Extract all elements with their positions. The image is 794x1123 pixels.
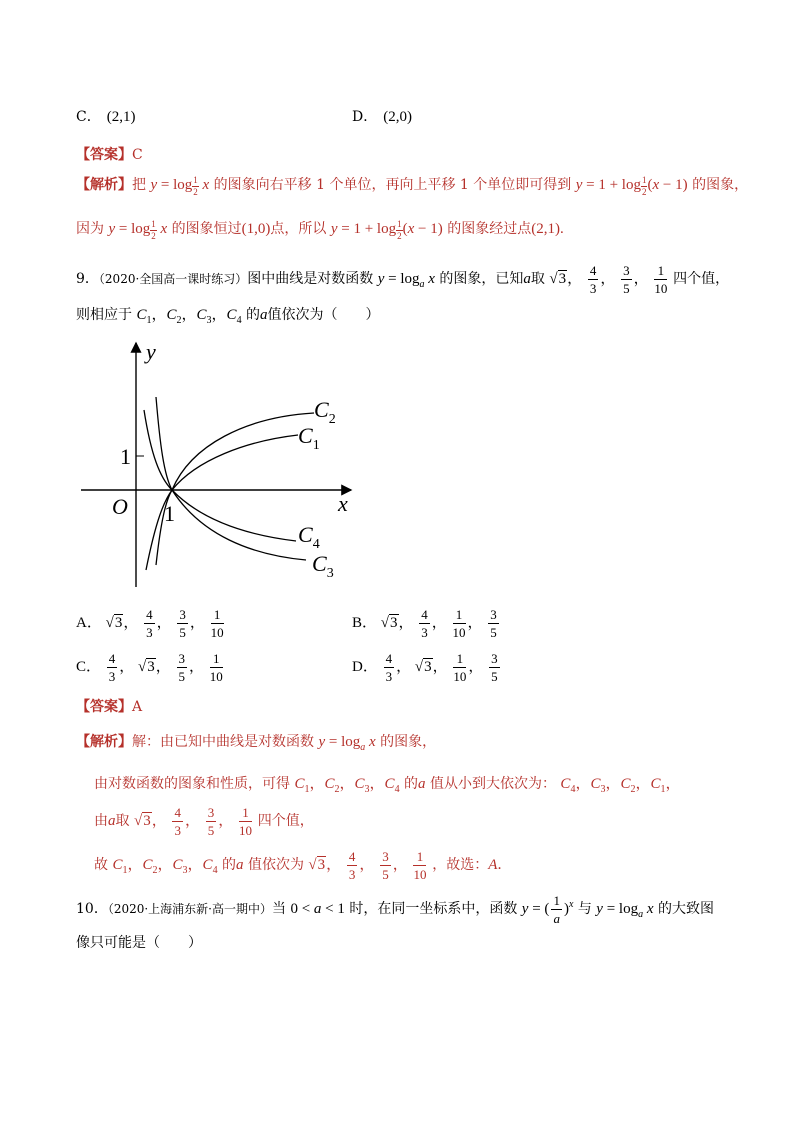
q10-stem-line1: 10．（2020·上海浦东新·高一期中）当 0 < a < 1 时，在同一坐标系中，函数 y = ( $\frac{1}{a}$ )$^x$ 与 $y = \log_a x$ 的大致图 xyxy=(76,893,714,926)
curve-label-c2: $C_2$ xyxy=(314,397,336,427)
option-a: A． √3， $\frac{4}{3}$ ， $\frac{3}{5}$ ， $\frac{1}{10}$ xyxy=(76,607,224,640)
curve-label-c3: $C_3$ xyxy=(312,551,334,581)
curve-label-c1: $C_1$ xyxy=(298,423,320,453)
q8-analysis-line1: 【解析】把 y = log $\frac{1}{2}$ x 的图象向右平移 1 个单位，再向上平移 1 个单位即可得到 y = 1 + log $\frac{1}{2}$ (x − 1) 的图象， xyxy=(76,175,749,197)
formula: $y = \log_a x$ xyxy=(318,734,376,753)
log-curves-graph xyxy=(76,335,366,595)
x-axis-label: x xyxy=(338,491,348,516)
q9-analysis-line2: 由对数函数的图象和性质，可得 $C_1$，$C_2$，$C_3$，$C_4$ 的a 值从小到大依次为： $C_4$，$C_3$，$C_2$，$C_1$， xyxy=(94,776,681,795)
formula: y = log $\frac{1}{2}$ x xyxy=(150,175,210,197)
formula: y = 1 + log $\frac{1}{2}$ (x − 1) xyxy=(330,219,443,241)
option-d: D． $\frac{4}{3}$ ， √3， $\frac{1}{10}$ ， $\frac{3}{5}$ xyxy=(352,651,498,684)
y-axis-label: y xyxy=(146,339,156,364)
formula: y = log $\frac{1}{2}$ x xyxy=(108,219,168,241)
q8-analysis-line2: 因为 y = log $\frac{1}{2}$ x 的图象恒过(1,0)点，所以 y = 1 + log $\frac{1}{2}$ (x − 1) 的图象经过点(2,1). xyxy=(76,219,564,241)
q8-answer: 【答案】C xyxy=(76,147,143,163)
x-tick-label: 1 xyxy=(164,501,175,526)
q9-stem-line1: 9．（2020·全国高一课时练习）图中曲线是对数函数 $y = \log_a x$ 的图象，已知a取 √3， $\frac{4}{3}$ ， $\frac{3}{5}$ ， $\frac{1}{10}$ 四个值， xyxy=(76,263,730,296)
q9-stem-line2: 则相应于 $C_1$，$C_2$，$C_3$，$C_4$ 的a值依次为（ ） xyxy=(76,307,380,326)
formula: y = 1 + log $\frac{1}{2}$ (x − 1) xyxy=(575,175,688,197)
option-c-prev: C． (2,1) xyxy=(76,109,136,125)
values-list: √3， $\frac{4}{3}$ ， $\frac{3}{5}$ ， $\frac{1}{10}$ xyxy=(549,263,668,296)
option-c: C． $\frac{4}{3}$ ， √3， $\frac{3}{5}$ ， $\frac{1}{10}$ xyxy=(76,651,223,684)
q9-answer: 【答案】A xyxy=(76,699,143,715)
q9-analysis-line1: 【解析】解：由已知中曲线是对数函数 $y = \log_a x$ 的图象， xyxy=(76,734,437,753)
option-d-prev: D． (2,0) xyxy=(352,109,412,125)
y-tick-label: 1 xyxy=(120,444,131,469)
q9-analysis-line3: 由a取 √3， $\frac{4}{3}$ ， $\frac{3}{5}$ ， $\frac{1}{10}$ 四个值， xyxy=(94,805,314,838)
q10-stem-line2: 像只可能是（ ） xyxy=(76,935,202,951)
option-b: B． √3， $\frac{4}{3}$ ， $\frac{1}{10}$ ， $\frac{3}{5}$ xyxy=(352,607,497,640)
formula: $y = \log_a x$ xyxy=(377,270,435,290)
curve-label-c4: $C_4$ xyxy=(298,522,320,552)
origin-label: O xyxy=(112,494,128,519)
q9-analysis-line4: 故 $C_1$，$C_2$，$C_3$，$C_4$ 的a 值依次为 √3， $\frac{4}{3}$ ， $\frac{3}{5}$ ， $\frac{1}{10}$ ，故选：A． xyxy=(94,849,512,882)
